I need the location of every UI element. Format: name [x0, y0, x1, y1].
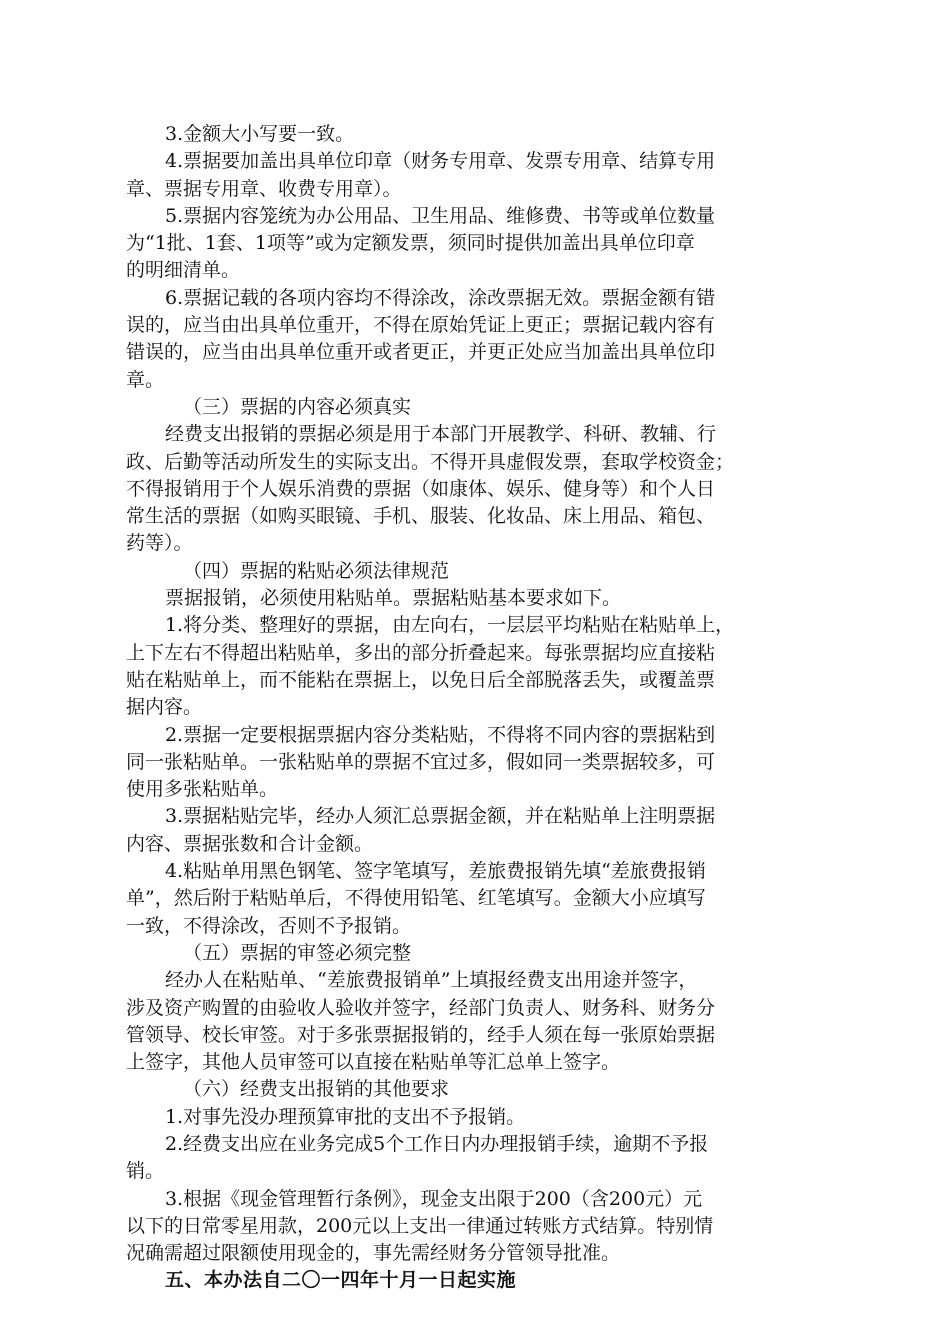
text-line: 为“1批、1套、1项等”或为定额发票，须同时提供加盖出具单位印章: [126, 232, 695, 255]
text-line: 2.经费支出应在业务完成5个工作日内办理报销手续，逾期不予报: [165, 1132, 709, 1155]
text-line: 不得报销用于个人娱乐消费的票据（如康体、娱乐、健身等）和个人日: [126, 477, 716, 500]
text-line: 上签字，其他人员审签可以直接在粘贴单等汇总单上签字。: [126, 1051, 621, 1074]
text-line: 上下左右不得超出粘贴单，多出的部分折叠起来。每张票据均应直接粘: [126, 641, 716, 664]
text-line: 况确需超过限额使用现金的，事先需经财务分管领导批准。: [126, 1242, 621, 1265]
text-line: 据内容。: [126, 696, 203, 719]
text-line: 使用多张粘贴单。: [126, 778, 279, 801]
text-line: 经办人在粘贴单、“差旅费报销单”上填报经费支出用途并签字，: [165, 969, 698, 992]
text-line: 5.票据内容笼统为办公用品、卫生用品、维修费、书等或单位数量: [165, 204, 716, 227]
text-line: 误的，应当由出具单位重开，不得在原始凭证上更正；票据记载内容有: [126, 314, 716, 337]
text-line: 经费支出报销的票据必须是用于本部门开展教学、科研、教辅、行: [165, 423, 717, 446]
text-line: 4.票据要加盖出具单位印章（财务专用章、发票专用章、结算专用: [165, 150, 716, 173]
text-line: 1.对事先没办理预算审批的支出不予报销。: [165, 1105, 526, 1128]
section-heading: （六）经费支出报销的其他要求: [183, 1078, 450, 1101]
text-line: 涉及资产购置的由验收人验收并签字，经部门负责人、财务科、财务分: [126, 996, 716, 1019]
text-line: 单”，然后附于粘贴单后，不得使用铅笔、红笔填写。金额大小应填写: [126, 887, 706, 910]
text-line: 2.票据一定要根据票据内容分类粘贴，不得将不同内容的票据粘到: [165, 723, 716, 746]
section-heading: （四）票据的粘贴必须法律规范: [183, 559, 450, 582]
section-heading: （三）票据的内容必须真实: [183, 395, 412, 418]
text-line: 药等）。: [126, 532, 193, 555]
text-line: 常生活的票据（如购买眼镜、手机、服装、化妆品、床上用品、箱包、: [126, 505, 716, 528]
text-line: 一致，不得涂改，否则不予报销。: [126, 914, 412, 937]
text-line: 销。: [126, 1160, 165, 1183]
section-heading: （五）票据的审签必须完整: [183, 941, 412, 964]
text-line: 同一张粘贴单。一张粘贴单的票据不宜过多，假如同一类票据较多，可: [126, 750, 716, 773]
text-line: 3.金额大小写要一致。: [165, 123, 355, 145]
text-line: 内容、票据张数和合计金额。: [126, 832, 374, 855]
text-line: 以下的日常零星用款，200元以上支出一律通过转账方式结算。特别情: [126, 1214, 714, 1237]
text-line: 票据报销，必须使用粘贴单。票据粘贴基本要求如下。: [165, 587, 622, 610]
document-body: [126, 121, 826, 1295]
text-line: 错误的，应当由出具单位重开或者更正，并更正处应当加盖出具单位印: [126, 341, 716, 364]
text-line: 章。: [126, 368, 165, 391]
text-line: 4.粘贴单用黑色钢笔、签字笔填写，差旅费报销先填“差旅费报销: [165, 860, 706, 883]
text-line: 贴在粘贴单上，而不能粘在票据上，以免日后全部脱落丢失，或覆盖票: [126, 668, 716, 691]
text-line: 3.票据粘贴完毕，经办人须汇总票据金额，并在粘贴单上注明票据: [165, 805, 716, 828]
text-line: 的明细清单。: [126, 259, 241, 282]
article-heading: 五、本办法自二〇一四年十月一日起实施: [165, 1269, 517, 1292]
text-line: 管领导、校长审签。对于多张票据报销的，经手人须在每一张原始票据: [126, 1023, 716, 1046]
text-line: 章、票据专用章、收费专用章）。: [126, 177, 402, 200]
text-line: 1.将分类、整理好的票据，由左向右，一层层平均粘贴在粘贴单上，: [165, 614, 735, 637]
text-line: 3.根据《现金管理暂行条例》，现金支出限于200（含200元）元: [165, 1187, 703, 1210]
text-line: 政、后勤等活动所发生的实际支出。不得开具虚假发票，套取学校资金；: [126, 450, 735, 473]
text-line: 6.票据记载的各项内容均不得涂改，涂改票据无效。票据金额有错: [165, 286, 716, 309]
